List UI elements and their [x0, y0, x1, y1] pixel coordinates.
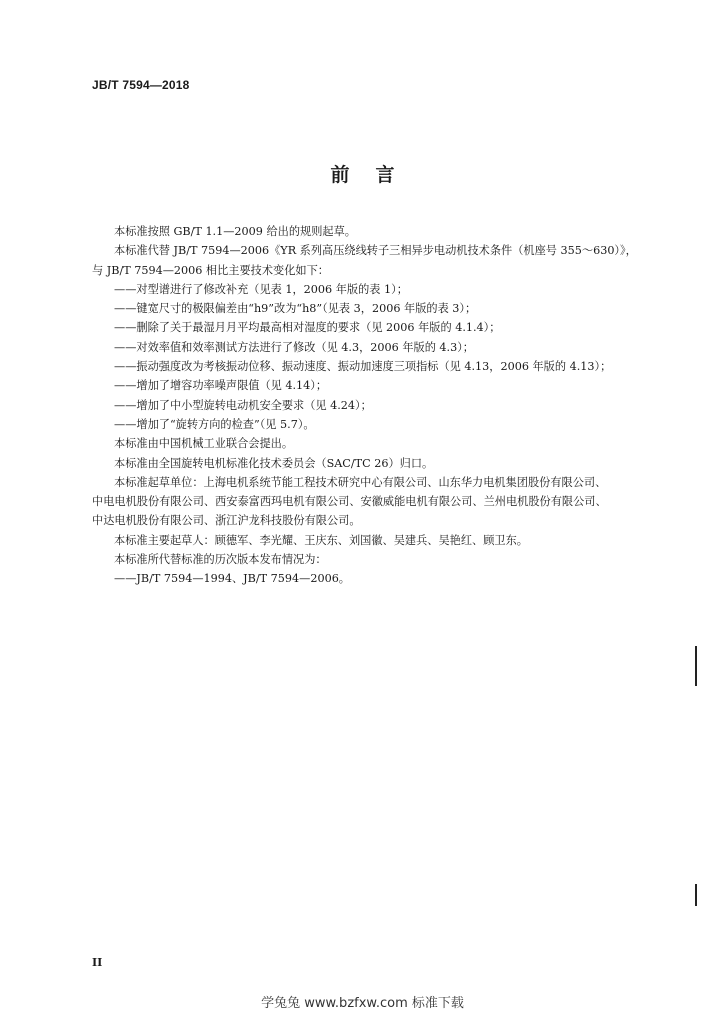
paragraph-drafting-rules: 本标准按照 GB/T 1.1—2009 给出的规则起草。	[114, 225, 356, 238]
change-item: ——对效率值和效率测试方法进行了修改（见 4.3，2006 年版的 4.3）；	[114, 340, 474, 354]
foreword-body	[92, 222, 672, 589]
change-item: ——对型谱进行了修改补充（见表 1，2006 年版的表 1）；	[114, 282, 408, 296]
scan-edge-mark	[695, 646, 697, 686]
change-item: ——键宽尺寸的极限偏差由“h9”改为“h8”（见表 3，2006 年版的表 3）；	[114, 302, 477, 316]
change-item: ——增加了“旋转方向的检查”（见 5.7）。	[114, 417, 315, 431]
change-item: ——删除了关于最湿月月平均最高相对湿度的要求（见 2006 年版的 4.1.4）；	[114, 321, 501, 335]
paragraph-centralized-by: 本标准由全国旋转电机标准化技术委员会（SAC/TC 26）归口。	[114, 456, 434, 470]
history-item: ——JB/T 7594—1994、JB/T 7594—2006。	[114, 572, 350, 586]
paragraph-drafting-units-cont: 中电电机股份有限公司、西安泰富西玛电机有限公司、安徽威能电机有限公司、兰州电机股份有限公司、	[92, 495, 607, 509]
paragraph-replaces: 本标准代替 JB/T 7594—2006《YR 系列高压绕线转子三相异步电动机技术条件（机座号 355～630）》，	[114, 244, 637, 258]
page-title: 前言	[330, 164, 421, 186]
paragraph-replaces-cont: 与 JB/T 7594—2006 相比主要技术变化如下：	[92, 263, 329, 277]
watermark: 学兔兔 www.bzfxw.com 标准下载	[261, 996, 464, 1011]
page-number: II	[92, 956, 103, 969]
scan-edge-mark	[695, 884, 697, 906]
paragraph-proposed-by: 本标准由中国机械工业联合会提出。	[114, 437, 294, 451]
change-item: ——增加了中小型旋转电动机安全要求（见 4.24）；	[114, 398, 372, 412]
paragraph-drafting-units-cont: 中达电机股份有限公司、浙江沪龙科技股份有限公司。	[92, 514, 361, 528]
paragraph-drafting-units: 本标准起草单位：上海电机系统节能工程技术研究中心有限公司、山东华力电机集团股份有限公司、	[114, 475, 607, 489]
paragraph-history-intro: 本标准所代替标准的历次版本发布情况为：	[114, 553, 327, 567]
change-item: ——增加了增容功率噪声限值（见 4.14）；	[114, 379, 328, 393]
standard-code: JB/T 7594—2018	[92, 78, 190, 92]
change-item: ——振动强度改为考核振动位移、振动速度、振动加速度三项指标（见 4.13，2006 年版的 4.13）；	[114, 360, 612, 374]
paragraph-drafters: 本标准主要起草人：顾德军、李光耀、王庆东、刘国徽、吴建兵、吴艳红、顾卫东。	[114, 533, 528, 547]
